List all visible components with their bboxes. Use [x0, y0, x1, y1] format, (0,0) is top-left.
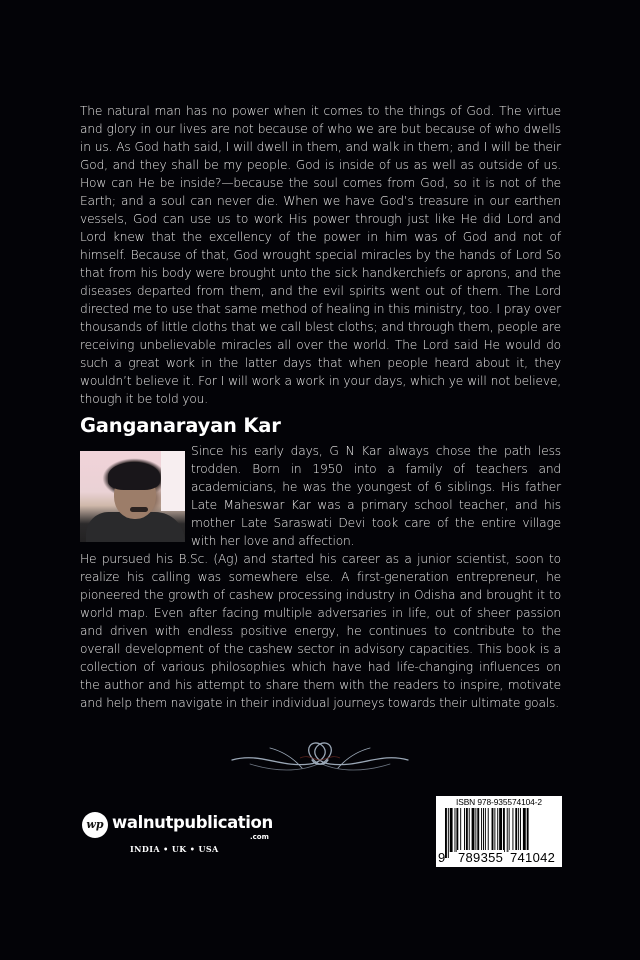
barcode-bar [472, 808, 475, 852]
barcode-bar [450, 808, 453, 852]
barcode-bar [520, 808, 521, 852]
barcode-bar [523, 808, 526, 852]
author-bio-paragraph-1: Since his early days, G N Kar always chose the path less trodden. Born in 1950 into a family of teachers and academicians, he was the youngest of 6 siblings. His father Late Maheswar Kar was a primary school teacher, and his mother Late Saraswati Devi took care of the entire village with her love and affection. [191, 444, 561, 548]
barcode-bar [499, 808, 502, 852]
barcode-bar [469, 808, 470, 852]
barcode-bar [507, 808, 508, 852]
barcode-bar [492, 808, 494, 852]
barcode-bar [497, 808, 498, 852]
author-bio [80, 442, 561, 712]
barcode-bar [455, 808, 456, 852]
barcode-bar [475, 808, 476, 852]
barcode-bar [460, 808, 461, 852]
publisher-domain: .com [250, 833, 269, 841]
author-bio-paragraph-2: He pursued his B.Sc. (Ag) and started his career as a junior scientist, soon to realize his calling was somewhere else. A first-generation entrepreneur, he pioneered the growth of cashew processing industry in Odisha and brought it to world map. Even after facing multiple adversaries in life, out of sheer passion and driven with endless positive energy, he continues to contribute to the overall development of the cashew sector in advisory capacities. This book is a collection of various philosophies which have had life-changing influences on the author and his attempt to share them with the readers to inspire, motivate and help them navigate in their individual journeys towards their ultimate goals. [80, 552, 561, 710]
barcode-bar [445, 808, 447, 858]
barcode-bar [515, 808, 517, 852]
barcode-bar [456, 808, 458, 852]
barcode-bar [466, 808, 468, 852]
barcode-bar [481, 808, 482, 852]
barcode-bar [464, 808, 465, 852]
isbn-barcode [436, 796, 562, 867]
intro-paragraph: The natural man has no power when it comes to the things of God. The virtue and glory in our lives are not because of who we are but because of who dwells in us. As God hath said, I will dwell in them, and walk in them; and I will be their God, and they shall be my people. God is inside of us as well as outside of us. How can He be inside?—because the soul comes from God, so it is not of the Earth; and a soul can never die. When we have God’s treasure in our earthen vessels, God can use us to work His power through just like He did Lord and Lord knew that the excellency of the power in him was of God and not of himself. Because of that, God wrought special miracles by the hands of Lord So that from his body were brought unto the sick handkerchiefs or aprons, and the diseases departed from them, and the evil spirits went out of them. The Lord directed me to use that same method of healing in this ministry, too. I pray over thousands of little cloths that we call blest cloths; and through them, people are receiving unbelievable miracles all over the world. The Lord said He would do such a great work in the latter days that when people heard about it, they wouldn’t believe it. For I will work a work in your days, which ye will not believe, though it be told you. [80, 104, 561, 406]
isbn-label: ISBN 978-935574104-2 [455, 797, 542, 807]
barcode-bar [503, 808, 505, 852]
barcode-lead-digit: 9 [438, 850, 446, 865]
barcode-bar [509, 808, 510, 852]
barcode-bar [483, 808, 484, 852]
barcode-bar [512, 808, 513, 852]
author-name: Ganganarayan Kar [80, 414, 281, 437]
flourish-divider-icon [230, 738, 410, 774]
barcode-digit-group-2: 741042 [510, 850, 556, 865]
barcode-bar [494, 808, 495, 852]
barcode-bar [518, 808, 519, 852]
publisher-regions: INDIA • UK • USA [130, 844, 219, 854]
publisher-name: walnutpublication [112, 813, 273, 832]
barcode-digit-group-1: 789355 [458, 850, 504, 865]
barcode-bar [477, 808, 479, 852]
publisher-logo-icon: wp [82, 812, 108, 838]
barcode-bar [448, 808, 449, 858]
photo-spacer [80, 442, 191, 541]
